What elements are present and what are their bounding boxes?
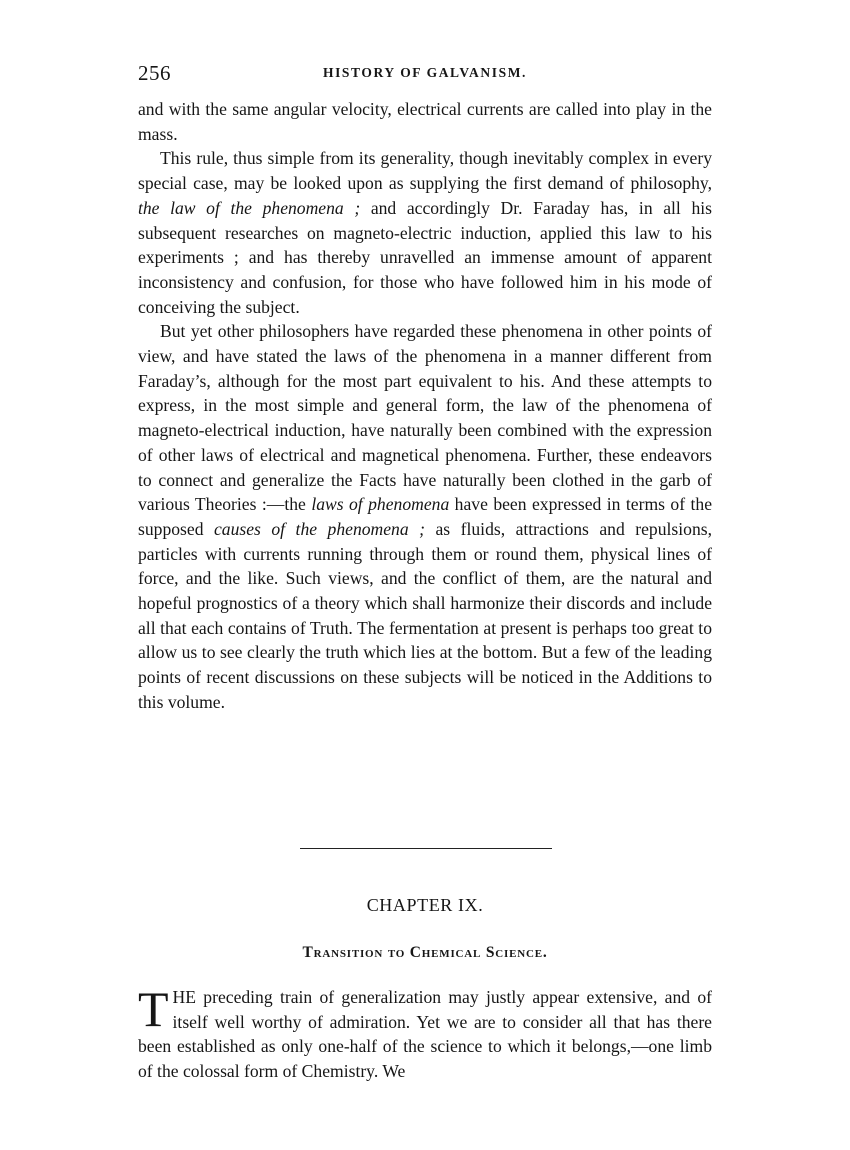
page-header: [138, 63, 712, 85]
text-run: HE preceding train of generalization may justly appear extensive, and of itself well worthy of admiration. Yet we are to consider all that has there been established as only one-half of the science to which it belongs,—one limb of the colossal form of Chemistry. We: [138, 987, 712, 1081]
italic-text: the law of the phenomena ;: [138, 197, 361, 218]
text-run: and accordingly Dr. Faraday has, in all his subsequent researches on magneto-electric induction, applied this law to his experiments ; and has thereby unravelled an immense amount of apparent inconsistency and confusion, for those who have followed him in his mode of conceiving the subject.: [138, 197, 712, 317]
body-text: [138, 97, 712, 715]
chapter-subtitle: Transition to Chemical Science.: [302, 944, 548, 961]
text-run: This rule, thus simple from its generality, though inevitably complex in every special case, may be looked upon as supplying the first demand of philosophy,: [138, 148, 712, 194]
chapter-title: CHAPTER IX.: [366, 895, 484, 915]
italic-text: causes of the phenomena ;: [213, 518, 425, 539]
paragraph-other-philosophers: [138, 319, 712, 714]
chapter-opening-paragraph: [138, 981, 712, 1083]
section-divider: [300, 848, 552, 849]
page-number: 256: [138, 61, 171, 85]
paragraph-faraday-rule: [138, 146, 712, 319]
text-run: have been expressed in terms of the supposed: [138, 494, 713, 539]
text-run: But yet other philosophers have regarded these phenomena in other points of view, and have stated the laws of the phenomena in a manner different from Faraday’s, although for the most part equivalent to his. And these attempts to express, in the most simple and general form, the law of the phenomena of magneto-electrical induction, have naturally been combined with the expression of other laws of electrical and magnetical phenomena. Further, these endeavors to connect and generalize the Facts have naturally been clothed in the garb of various Theories :—the: [138, 321, 712, 515]
chapter-opening: [138, 981, 712, 1083]
text-run: as fluids, attractions and repulsions, particles with currents running through them or round them, physical lines of force, and the like. Such views, and the conflict of them, are the natural and hopeful prognostics of a theory which shall harmonize their discords and include all that each contains of Truth. The fermentation at present is perhaps too great to allow us to see clearly the truth which lies at the bottom. But a few of the leading points of recent discussions on these subjects will be noticed in the Additions to this volume.: [138, 518, 712, 712]
italic-text: laws of phenomena: [311, 494, 450, 515]
running-title: HISTORY OF GALVANISM.: [322, 65, 528, 80]
drop-cap: T: [138, 981, 169, 1037]
paragraph-continued: and with the same angular velocity, electrical currents are called into play in the mass.: [138, 99, 712, 144]
